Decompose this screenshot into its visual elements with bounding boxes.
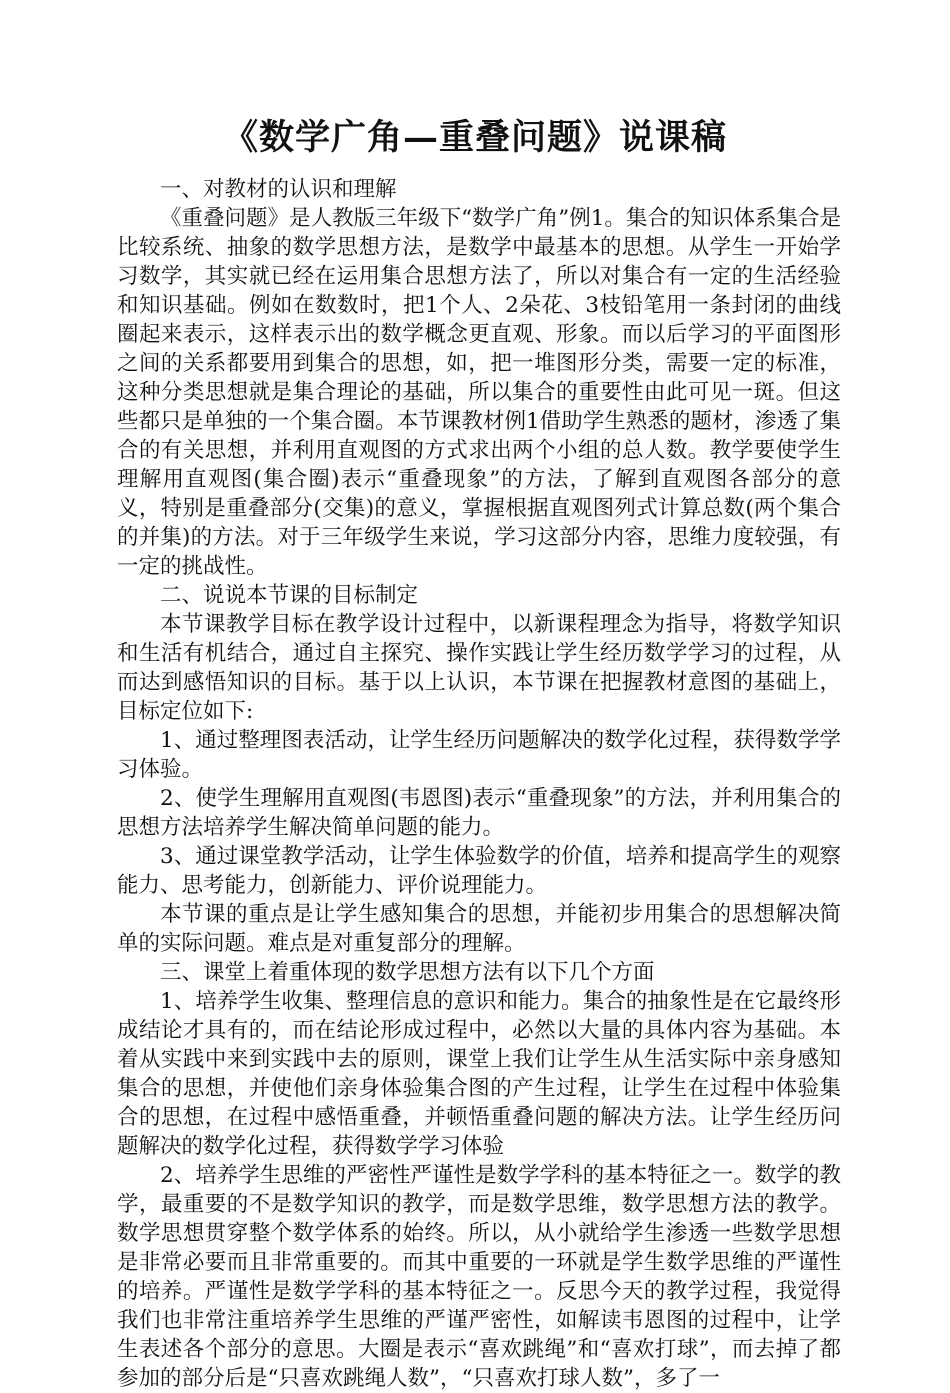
method-item-1: 1、培养学生收集、整理信息的意识和能力。集合的抽象性是在它最终形成结论才具有的，而在结论形成过程中，必然以大量的具体内容为基础。本着从实践中来到实践中去的原则，课堂上我们让学生从生活实际中亲身感知集合的思想，并使他们亲身体验集合图的产生过程，让学生在过程中体验集合的思想，在过程中感悟重叠，并顿悟重叠问题的解决方法。让学生经历问题解决的数学化过程，获得数学学习体验 (117, 989, 841, 1159)
key-points-paragraph: 本节课的重点是让学生感知集合的思想，并能初步用集合的思想解决简单的实际问题。难点是对重复部分的理解。 (117, 902, 841, 956)
paragraph: 《重叠问题》是人教版三年级下“数学广角”例1。集合的知识体系集合是比较系统、抽象的数学思想方法，是数学中最基本的思想。从学生一开始学习数学，其实就已经在运用集合思想方法了，所以对集合有一定的生活经验和知识基础。例如在数数时，把1个人、2朵花、3枝铅笔用一条封闭的曲线圈起来表示，这样表示出的数学概念更直观、形象。而以后学习的平面图形之间的关系都要用到集合的思想，如，把一堆图形分类，需要一定的标准，这种分类思想就是集合理论的基础，所以集合的重要性由此可见一斑。但这些都只是单独的一个集合圈。本节课教材例1借助学生熟悉的题材，渗透了集合的有关思想，并利用直观图的方式求出两个小组的总人数。教学要使学生理解用直观图(集合圈)表示“重叠现象”的方法，了解到直观图各部分的意义，特别是重叠部分(交集)的意义，掌握根据直观图列式计算总数(两个集合的并集)的方法。对于三年级学生来说，学习这部分内容，思维力度较强，有一定的挑战性。 (117, 206, 841, 579)
objective-item-2: 2、使学生理解用直观图(韦恩图)表示“重叠现象”的方法，并利用集合的思想方法培养学生解决简单问题的能力。 (117, 786, 841, 840)
document-title: 《数学广角—重叠问题》说课稿 (222, 117, 727, 158)
objective-item-1: 1、通过整理图表活动，让学生经历问题解决的数学化过程，获得数学学习体验。 (117, 728, 841, 782)
section-heading-2: 二、说说本节课的目标制定 (160, 583, 419, 608)
section-heading-1: 一、对教材的认识和理解 (160, 177, 397, 202)
objective-item-3: 3、通过课堂教学活动，让学生体验数学的价值，培养和提高学生的观察能力、思考能力，创新能力、评价说理能力。 (117, 844, 841, 898)
paragraph: 本节课教学目标在教学设计过程中，以新课程理念为指导，将数学知识和生活有机结合，通过自主探究、操作实践让学生经历数学学习的过程，从而达到感悟知识的目标。基于以上认识，本节课在把握教材意图的基础上，目标定位如下: (117, 612, 841, 724)
document-body (117, 175, 841, 1393)
method-item-2: 2、培养学生思维的严密性严谨性是数学学科的基本特征之一。数学的教学，最重要的不是数学知识的教学，而是数学思维，数学思想方法的教学。数学思想贯穿整个数学体系的始终。所以，从小就给学生渗透一些数学思想是非常必要而且非常重要的。而其中重要的一环就是学生数学思维的严谨性的培养。严谨性是数学学科的基本特征之一。反思今天的教学过程，我觉得我们也非常注重培养学生思维的严谨严密性，如解读韦恩图的过程中，让学生表述各个部分的意思。大圈是表示“喜欢跳绳”和“喜欢打球”，而去掉了都参加的部分后是“只喜欢跳绳人数”，“只喜欢打球人数”，多了一 (117, 1163, 841, 1391)
section-heading-3: 三、课堂上着重体现的数学思想方法有以下几个方面 (160, 960, 655, 985)
